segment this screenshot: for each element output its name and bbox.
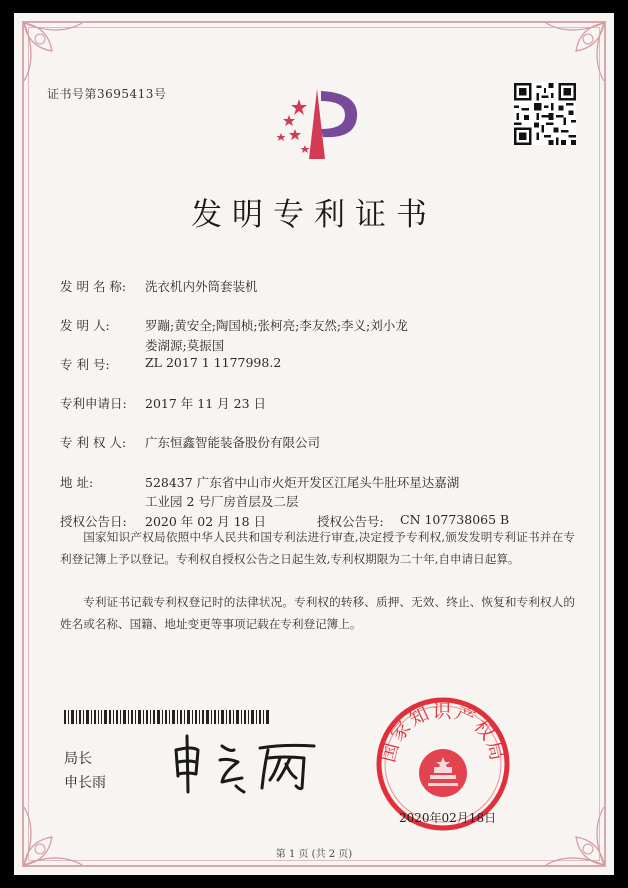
certificate-sheet	[14, 13, 614, 875]
seal-date: 2020年02月18日	[399, 811, 497, 825]
patentee-value: 广东恒鑫智能装备股份有限公司	[145, 435, 321, 450]
grant-number-value: CN 107738065 B	[400, 512, 510, 527]
barcode-icon	[64, 710, 269, 724]
director-title: 局长	[64, 751, 92, 767]
certificate-title: 发明专利证书	[191, 197, 437, 233]
invention-name-value: 洗衣机内外筒套装机	[145, 279, 258, 294]
inventors-label: 发 明 人:	[60, 318, 110, 333]
invention-name-label: 发 明 名 称:	[60, 279, 127, 294]
corner-ornament-icon	[18, 17, 88, 87]
corner-ornament-icon	[540, 17, 610, 87]
filing-date-value: 2017 年 11 月 23 日	[145, 396, 266, 411]
address-value-line1: 528437 广东省中山市火炬开发区江尾头牛肚环星达嘉湖	[145, 475, 460, 490]
corner-ornament-icon	[18, 801, 88, 871]
page-number: 第 1 页 (共 2 页)	[275, 849, 353, 860]
patentee-label: 专 利 权 人:	[60, 435, 127, 450]
handwritten-signature-icon	[164, 728, 334, 798]
patent-number-value: ZL 2017 1 1177998.2	[145, 355, 282, 370]
grant-statement-paragraph: 国家知识产权局依照中华人民共和国专利法进行审查,决定授予专利权,颁发发明专利证书并在专利登记簿上予以登记。专利权自授权公告之日起生效,专利权期限为二十年,自申请日起算。	[60, 530, 575, 566]
director-name: 申长雨	[64, 775, 106, 791]
svg-text:国家知识产权局: 国家知识产权局	[377, 700, 509, 765]
cnipa-emblem-icon	[259, 81, 369, 161]
legal-status-paragraph: 专利证书记载专利权登记时的法律状况。专利权的转移、质押、无效、终止、恢复和专利权人的姓名或名称、国籍、地址变更等事项记载在专利登记簿上。	[60, 595, 575, 631]
address-value-line2: 工业园 2 号厂房首层及二层	[145, 494, 299, 509]
corner-ornament-icon	[540, 801, 610, 871]
filing-date-label: 专利申请日:	[60, 396, 127, 411]
grant-date-label: 授权公告日:	[60, 514, 127, 529]
inventors-value-line2: 娄湖源;莫振国	[145, 338, 225, 353]
certificate-number: 证书号第3695413号	[47, 87, 167, 101]
qr-code-icon	[514, 83, 576, 145]
patent-number-label: 专 利 号:	[60, 357, 110, 372]
grant-number-label: 授权公告号:	[317, 514, 384, 529]
address-label: 地 址:	[60, 475, 94, 490]
inventors-value-line1: 罗蹦;黄安全;陶国桢;张柯亮;李友然;李义;刘小龙	[145, 318, 408, 333]
grant-date-value: 2020 年 02 月 18 日	[145, 514, 266, 529]
